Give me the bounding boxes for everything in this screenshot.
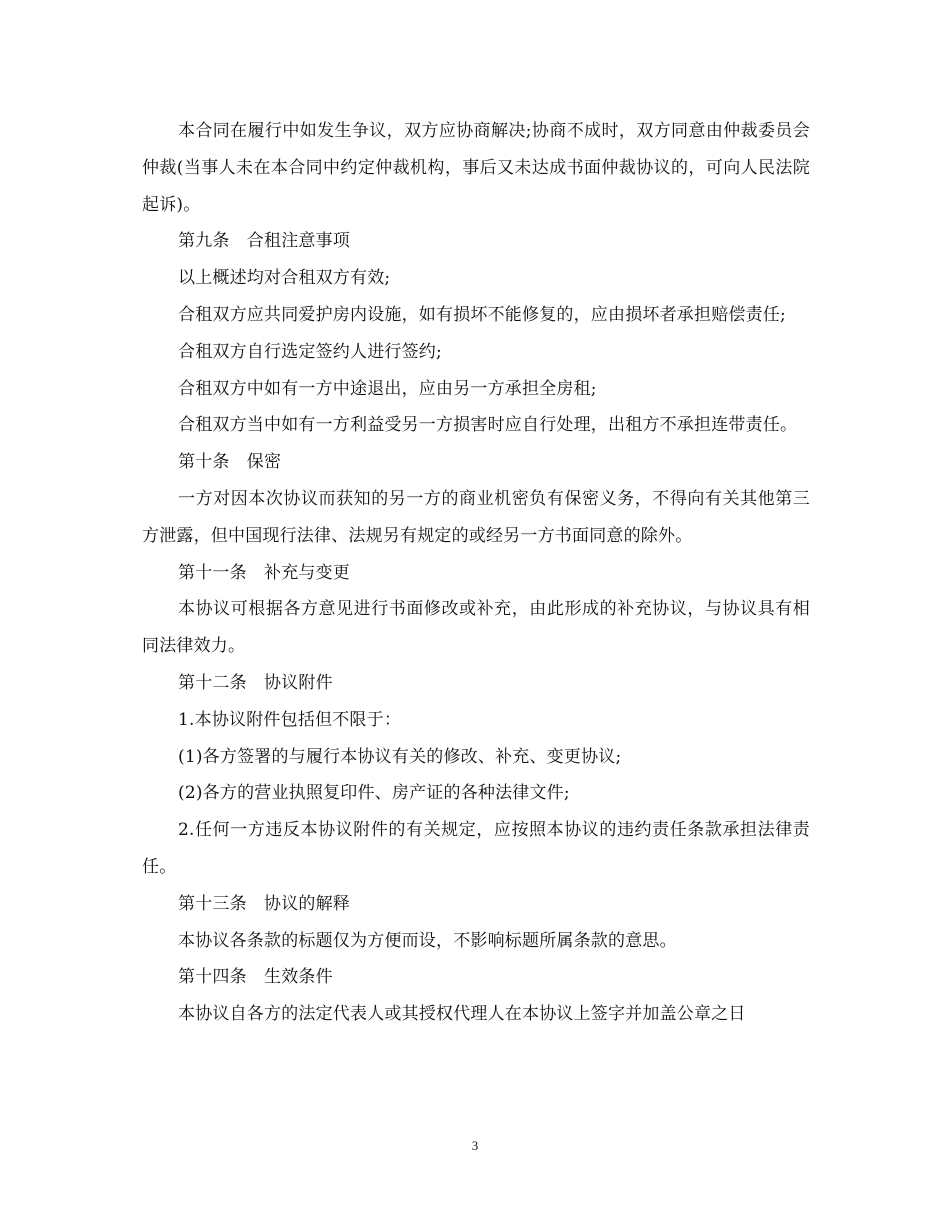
paragraph: 本合同在履行中如发生争议，双方应协商解决;协商不成时，双方同意由仲裁委员会仲裁(当事人未在本合同中约定仲裁机构，事后又未达成书面仲裁协议的，可向人民法院起诉)。	[142, 121, 810, 215]
paragraph: 以上概述均对合租双方有效;	[178, 268, 391, 289]
paragraph: 本协议可根据各方意见进行书面修改或补充，由此形成的补充协议，与协议具有相同法律效力。	[142, 599, 810, 657]
paragraph: 合租双方中如有一方中途退出，应由另一方承担全房租;	[178, 378, 597, 399]
paragraph: 合租双方自行选定签约人进行签约;	[178, 341, 442, 362]
paragraph: (1)各方签署的与履行本协议有关的修改、补充、变更协议;	[178, 746, 622, 767]
article-heading: 第九条 合租注意事项	[178, 231, 350, 252]
paragraph: 本协议自各方的法定代表人或其授权代理人在本协议上签字并加盖公章之日	[178, 1004, 746, 1025]
paragraph: 1.本协议附件包括但不限于：	[178, 709, 402, 730]
paragraph: 合租双方应共同爱护房内设施，如有损坏不能修复的，应由损坏者承担赔偿责任;	[178, 304, 786, 325]
paragraph: 本协议各条款的标题仅为方便而设，不影响标题所属条款的意思。	[178, 930, 677, 951]
article-heading: 第十三条 协议的解释	[178, 893, 350, 914]
paragraph: (2)各方的营业执照复印件、房产证的各种法律文件;	[178, 783, 570, 804]
paragraph: 2.任何一方违反本协议附件的有关规定，应按照本协议的违约责任条款承担法律责任。	[142, 820, 810, 877]
article-heading: 第十二条 协议附件	[178, 672, 333, 693]
page-number: 3	[471, 1138, 479, 1153]
paragraph: 一方对因本次协议而获知的另一方的商业机密负有保密义务，不得向有关其他第三方泄露，但中国现行法律、法规另有规定的或经另一方书面同意的除外。	[142, 488, 810, 546]
paragraph: 合租双方当中如有一方利益受另一方损害时应自行处理，出租方不承担连带责任。	[178, 415, 798, 436]
article-heading: 第十四条 生效条件	[178, 967, 333, 988]
article-heading: 第十条 保密	[178, 452, 282, 473]
article-heading: 第十一条 补充与变更	[178, 562, 350, 583]
document-body	[142, 113, 810, 1033]
